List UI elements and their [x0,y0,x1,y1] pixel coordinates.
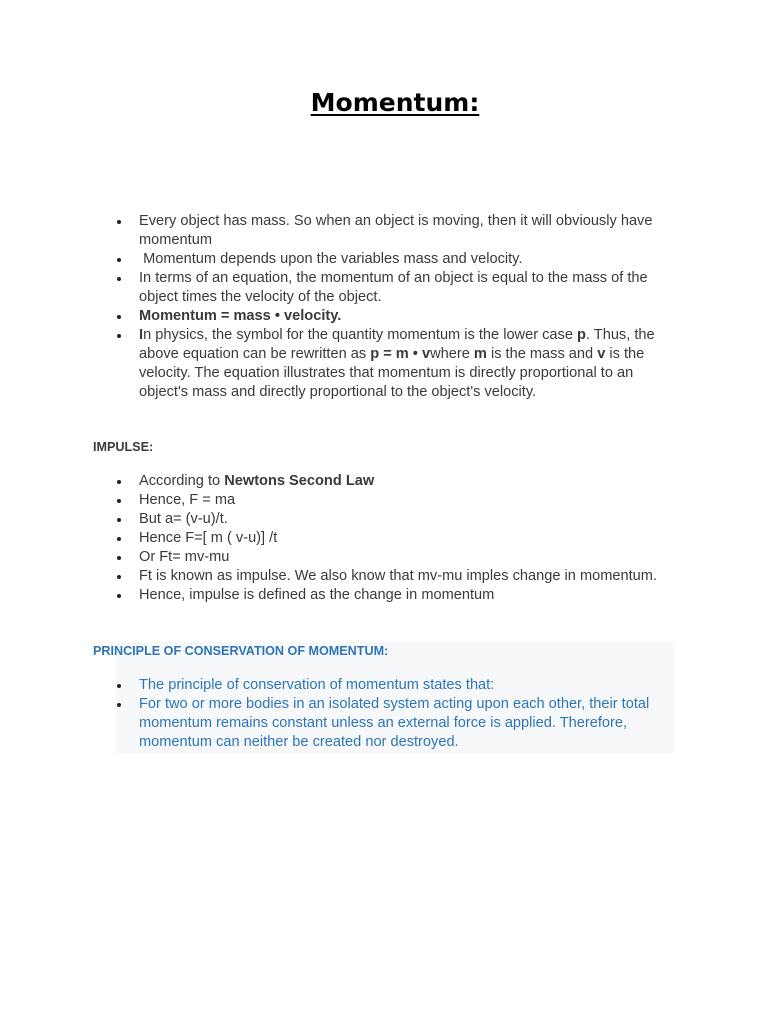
list-item-text: In terms of an equation, the momentum of an object is equal to the mass of the object times the velocity of the object. [139,270,648,305]
list-item [116,695,668,752]
list-item [116,586,668,605]
momentum-list [116,212,668,402]
list-item [116,676,668,695]
list-item-text: Hence F=[ m ( v-u)] /t [139,530,278,546]
list-item-text: But a= (v-u)/t. [139,511,228,527]
list-item [116,212,668,250]
conservation-list [116,676,668,752]
list-item [116,326,668,402]
symbol-m: m [473,346,487,362]
symbol-v: v [597,346,606,362]
newtons-law-text: Newtons Second Law [224,473,375,489]
list-item-text: Momentum depends upon the variables mass and velocity. [139,251,523,267]
conservation-heading: PRINCIPLE OF CONSERVATION OF MOMENTUM: [93,644,389,658]
equation-inline: p = m • v [370,346,431,362]
list-item-text: Hence, impulse is defined as the change in momentum [139,587,495,603]
text-run: where [430,346,474,362]
list-item [116,307,668,326]
list-item [116,548,668,567]
list-item-text: For two or more bodies in an isolated system acting upon each other, their total momentum remains constant unless an external force is applied. Therefore, momentum can neither be created nor destroyed. [139,696,650,750]
list-item [116,510,668,529]
impulse-heading: IMPULSE: [93,440,154,454]
list-item [116,472,668,491]
list-item-text: Ft is known as impulse. We also know that mv-mu imples change in momentum. [139,568,658,584]
list-item-text: According to [139,473,225,489]
list-item [116,567,668,586]
page-title-text: Momentum: [310,88,480,117]
text-run: . Thus, the above equation can be rewritten as [139,327,655,362]
momentum-equation: Momentum = mass • velocity. [139,308,342,324]
page-title [0,88,768,117]
list-item-text: Every object has mass. So when an object is moving, then it will obviously have momentum [139,213,653,248]
text-run: is the mass and [486,346,598,362]
list-item [116,250,668,269]
impulse-list [116,472,668,605]
text-run: I [139,327,144,343]
list-item-text: Hence, F = ma [139,492,236,508]
list-item-text: The principle of conservation of momentum states that: [139,677,495,693]
list-item [116,529,668,548]
list-item [116,491,668,510]
text-run: is the velocity. The equation illustrates that momentum is directly proportional to an object's mass and directly proportional to the object's velocity. [139,346,645,400]
list-item-text: Or Ft= mv-mu [139,549,230,565]
symbol-p: p [577,327,586,343]
text-run: n physics, the symbol for the quantity momentum is the lower case [143,327,578,343]
list-item [116,269,668,307]
